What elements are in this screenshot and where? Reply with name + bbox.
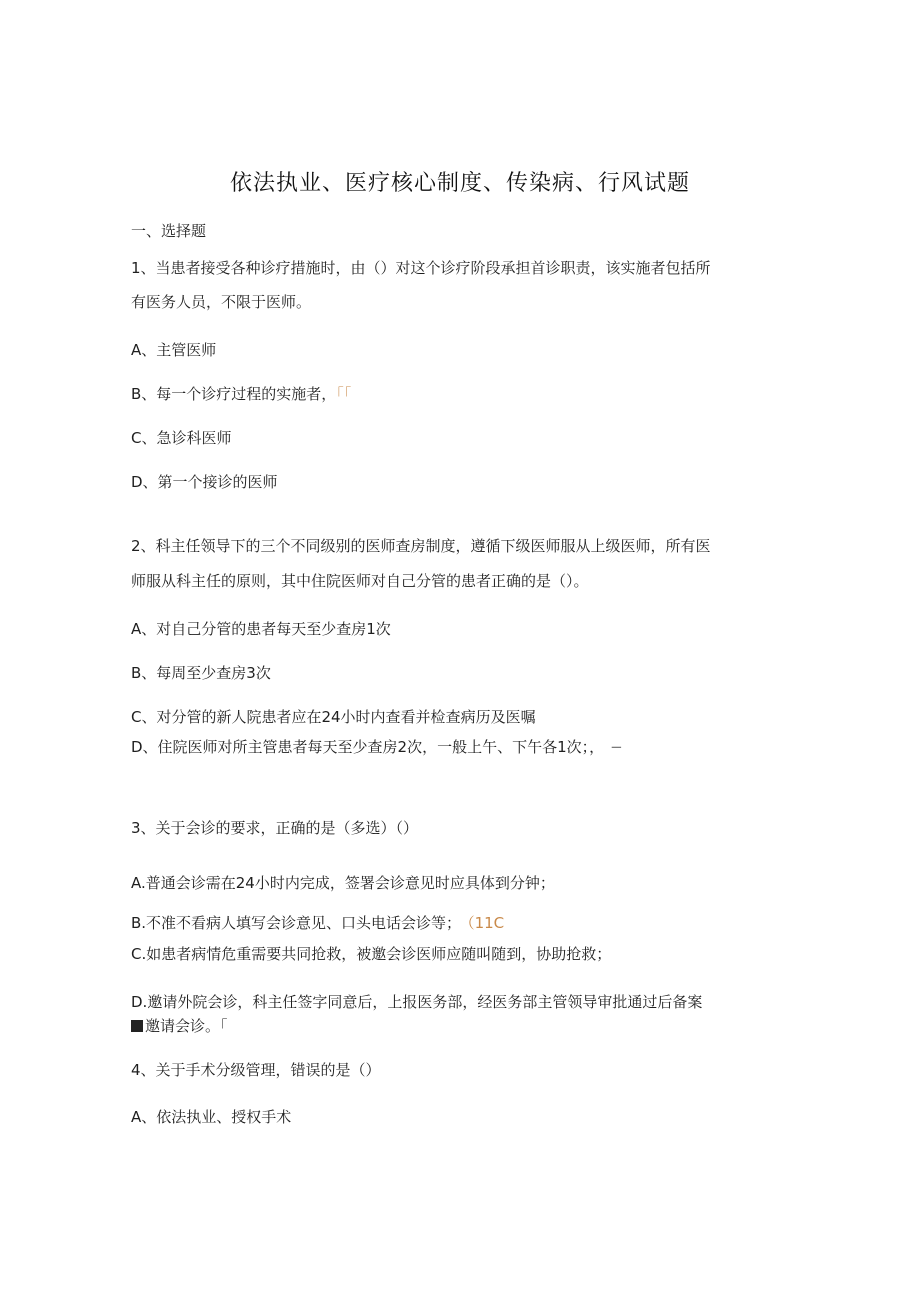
question-2-option-c: C、对分管的新人院患者应在24小时内查看并检查病历及医嘱	[131, 708, 536, 726]
page-title: 依法执业、医疗核心制度、传染病、行风试题	[229, 171, 690, 196]
question-1-option-d: D、第一个接诊的医师	[131, 473, 278, 491]
question-2-option-d-text: D、住院医师对所主管患者每天至少查房2次，一般上午、下午各1次；，	[131, 738, 605, 756]
question-3-option-c: C.如患者病情危重需要共同抢救，被邀会诊医师应随叫随到，协助抢救；	[131, 945, 612, 963]
question-3-option-b	[131, 913, 504, 933]
question-3-option-d-line2	[131, 1016, 228, 1036]
question-4-option-a: A、依法执业、授权手术	[131, 1108, 292, 1126]
question-2-option-a: A、对自己分管的患者每天至少查房1次	[131, 620, 391, 638]
question-2-option-d	[131, 737, 623, 757]
redaction-square-icon	[131, 1020, 143, 1032]
question-1-option-b-text: B、每一个诊疗过程的实施者，	[131, 385, 337, 403]
section-heading: 一、选择题	[131, 222, 207, 240]
scan-artifact-mark: 「「	[336, 385, 352, 403]
question-2-stem-line2: 师服从科主任的原则，其中住院医师对自己分管的患者正确的是（）。	[131, 572, 589, 590]
question-1-option-b	[131, 384, 351, 404]
question-3-stem: 3、关于会诊的要求，正确的是（多选）（）	[131, 819, 419, 837]
question-3-option-d-line1: D.邀请外院会诊，科主任签字同意后，上报医务部，经医务部主管领导审批通过后备案	[131, 993, 703, 1011]
question-3-option-b-text: B.不准不看病人填写会诊意见、口头电话会诊等；	[131, 914, 462, 932]
scan-artifact-dash: −	[610, 738, 623, 756]
question-1-option-a: A、主管医师	[131, 341, 217, 359]
question-4-stem: 4、关于手术分级管理，错误的是（）	[131, 1061, 381, 1079]
question-3-option-d-line2-text: 邀请会诊。「	[145, 1017, 228, 1035]
question-2-option-b: B、每周至少查房3次	[131, 664, 271, 682]
scan-artifact-note: （11C	[467, 914, 505, 932]
question-1-stem-line2: 有医务人员，不限于医师。	[131, 293, 312, 311]
question-2-stem-line1: 2、科主任领导下的三个不同级别的医师查房制度，遵循下级医师服从上级医师，所有医	[131, 537, 711, 555]
question-3-option-a: A.普通会诊需在24小时内完成，签署会诊意见时应具体到分钟；	[131, 874, 555, 892]
question-1-stem-line1: 1、当患者接受各种诊疗措施时，由（）对这个诊疗阶段承担首诊职责，该实施者包括所	[131, 259, 711, 277]
question-1-option-c: C、急诊科医师	[131, 429, 232, 447]
